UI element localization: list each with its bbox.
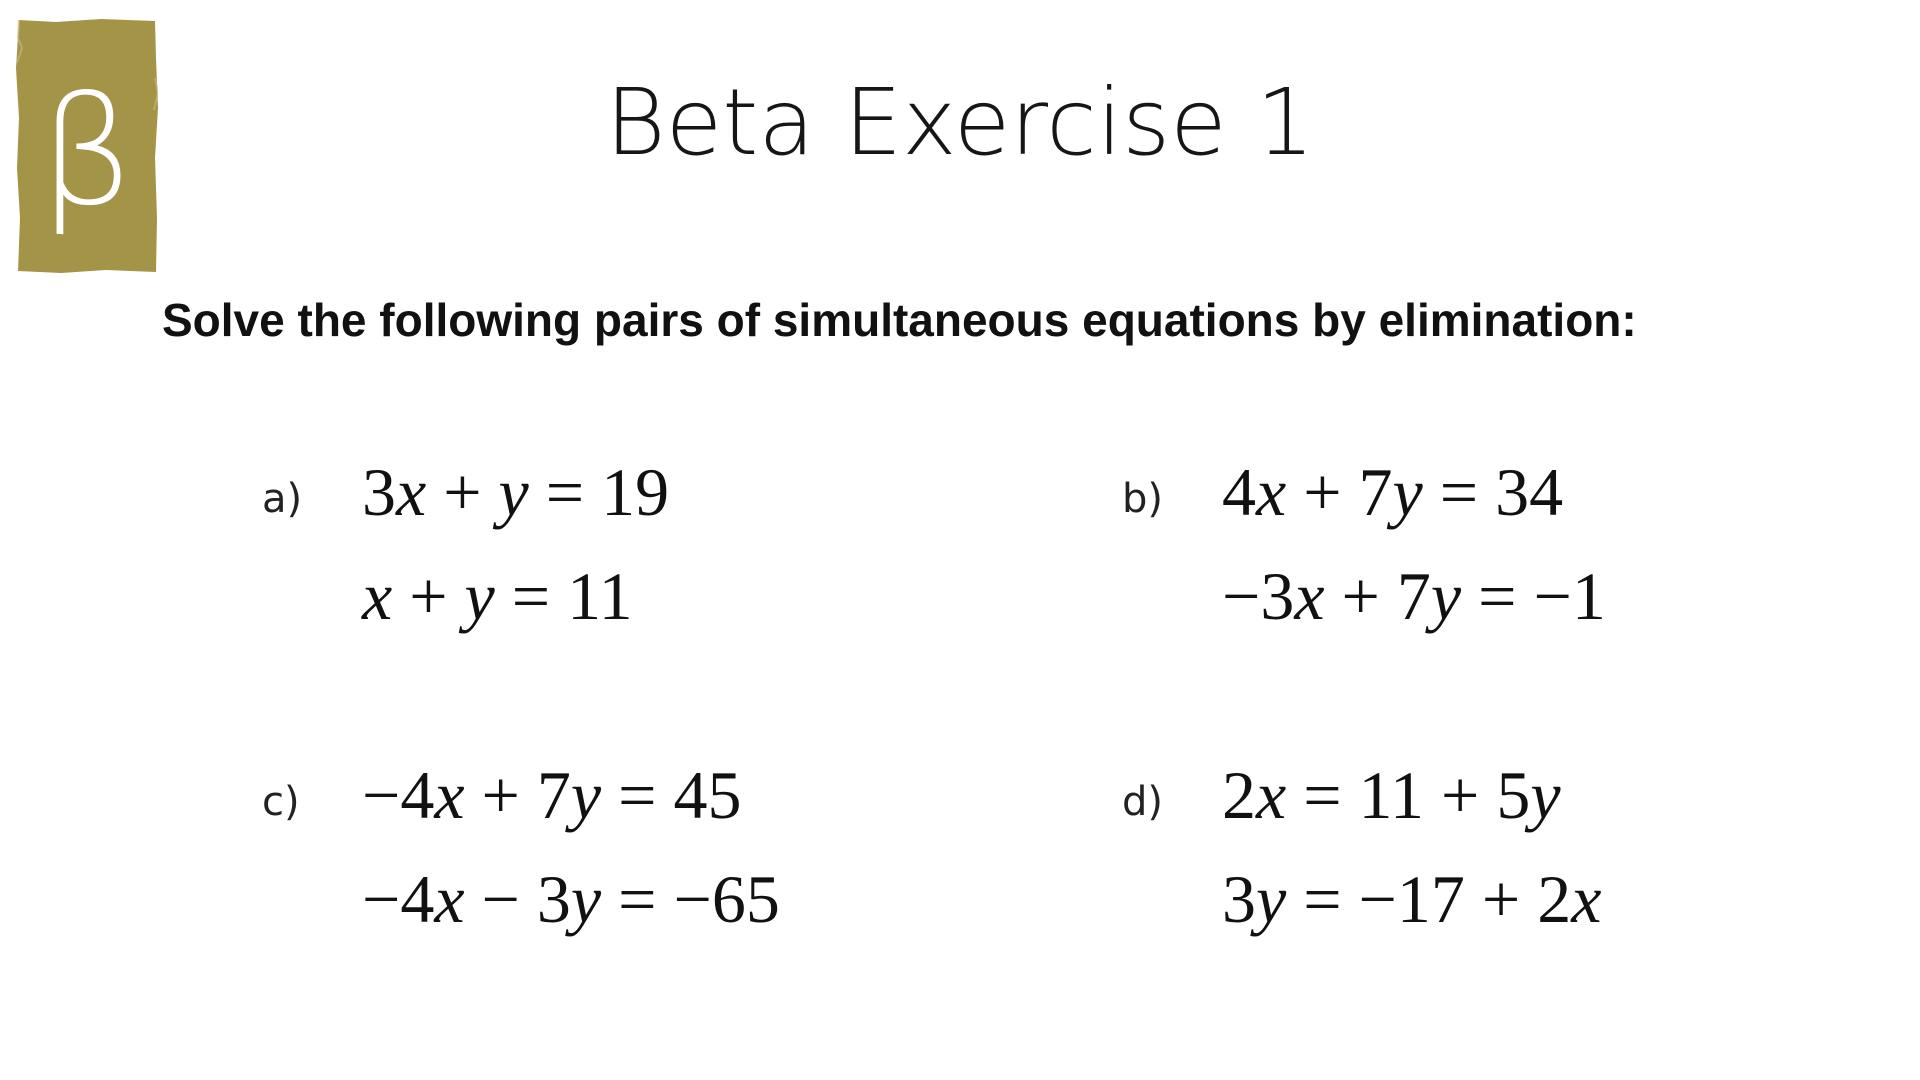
exercise-d	[1122, 755, 1882, 975]
equation-2: −4x − 3y = −65	[362, 861, 780, 937]
exercise-b	[1122, 452, 1882, 672]
exercise-label: d)	[1122, 779, 1163, 825]
equation-1: −4x + 7y = 45	[362, 757, 742, 833]
exercise-c	[262, 755, 1022, 975]
exercise-label: c)	[262, 779, 300, 825]
instruction-text: Solve the following pairs of simultaneous equations by elimination:	[162, 294, 1637, 346]
exercise-label: a)	[262, 476, 303, 522]
beta-glyph: β	[39, 65, 135, 239]
equation-2: x + y = 11	[362, 558, 633, 634]
equation-1: 3x + y = 19	[362, 454, 670, 530]
equation-1: 4x + 7y = 34	[1222, 454, 1564, 530]
equation-2: 3y = −17 + 2x	[1222, 861, 1602, 937]
equation-1: 2x = 11 + 5y	[1222, 757, 1561, 833]
equation-2: −3x + 7y = −1	[1222, 558, 1606, 634]
exercise-a	[262, 452, 1022, 672]
page-title: Beta Exercise 1	[605, 69, 1315, 176]
exercise-label: b)	[1122, 476, 1163, 522]
